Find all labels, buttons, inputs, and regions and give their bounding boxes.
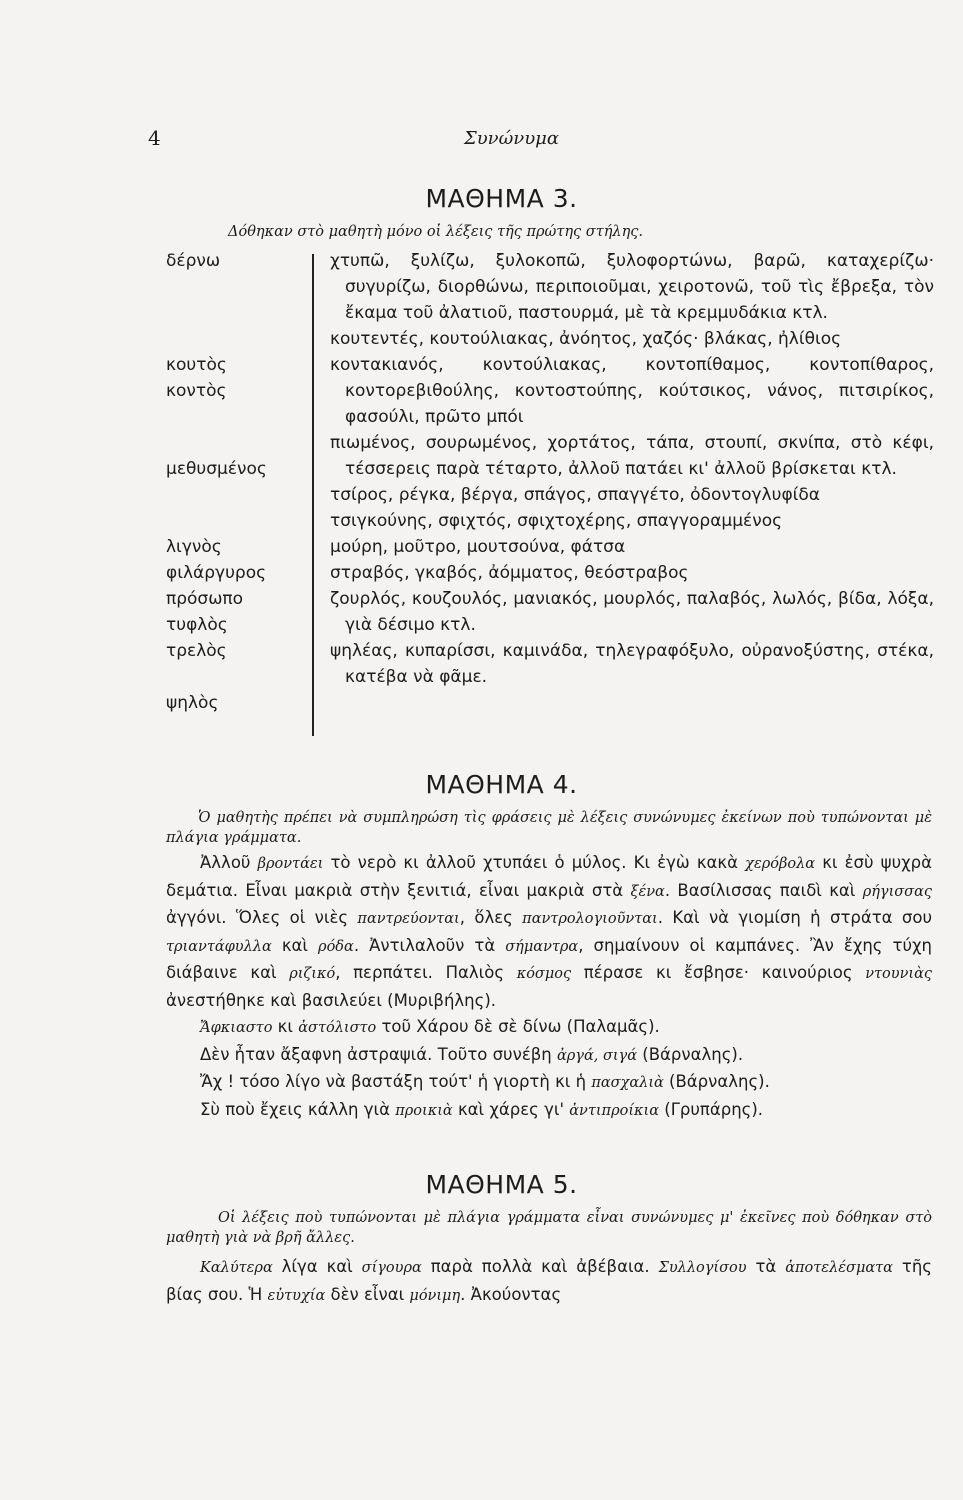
italic-word: ριζικό xyxy=(289,966,336,982)
italic-word: Ἄφκιαστο xyxy=(200,1020,273,1036)
text-run: . Καὶ νὰ γιομίση ἡ στράτα σου xyxy=(657,908,933,927)
synonym-entry: πιωμένος, σουρωμένος, χορτάτος, τάπα, στουπί, σκνίπα, στὸ κέφι, τέσσερεις παρὰ τέταρτο, ἀλλοῦ πατάει κι' ἀλλοῦ βρίσκεται κτλ. xyxy=(330,433,934,479)
headword xyxy=(166,404,267,430)
italic-word: σήμαντρα xyxy=(505,938,579,955)
headword: φιλάργυρος xyxy=(166,563,267,583)
headword: τυφλὸς xyxy=(166,615,228,635)
lesson4-paragraph xyxy=(166,850,932,1014)
text-run: λίγα καὶ xyxy=(272,1257,362,1276)
text-run: Ἀλλοῦ xyxy=(200,853,258,872)
text-run: παρὰ πολλὰ καὶ ἀβέβαια. xyxy=(421,1257,659,1276)
word-column xyxy=(166,248,267,716)
headword xyxy=(166,274,267,300)
text-run: Σὺ ποὺ ἔχεις κάλλη γιὰ xyxy=(200,1099,396,1119)
italic-word: Συλλογίσου xyxy=(658,1260,747,1276)
synonym-entry: στραβός, γκαβός, ἀόμματος, θεόστραβος xyxy=(330,563,689,583)
text-run: κι xyxy=(272,1017,299,1036)
text-run: Ἄχ ! τόσο λίγο νὰ βαστάξη τούτ' ἡ γιορτὴ κι ἡ xyxy=(200,1072,592,1091)
headword: κουτὸς xyxy=(166,355,227,375)
text-run: Δὲν ἦταν ἄξαφνη ἀστραψιά. Τοῦτο συνέβη xyxy=(200,1044,557,1064)
lesson5-title: ΜΑΘΗΜΑ 5. xyxy=(425,1170,578,1199)
headword xyxy=(166,300,267,326)
synonym-entry: κουτεντές, κουτούλιακας, ἀνόητος, χαζός· βλάκας, ἠλίθιος xyxy=(330,329,842,349)
italic-word: Καλύτερα xyxy=(200,1260,273,1276)
text-run: τοῦ Χάρου δὲ σὲ δίνω (Παλαμᾶς). xyxy=(376,1017,660,1036)
text-run: , ὅλες xyxy=(459,908,523,927)
headword xyxy=(166,482,267,508)
text-run: ἀνεστήθηκε καὶ βασιλεύει (Μυριβήλης). xyxy=(166,990,497,1010)
italic-word: ἀντιπροίκια xyxy=(569,1102,660,1119)
headword: πρόσωπο xyxy=(166,589,244,609)
lesson5-instruction: Οἱ λέξεις ποὺ τυπώνονται μὲ πλάγια γράμματα εἶναι συνώνυμες μ' ἐκεῖνες ποὺ δόθηκαν στὸ μαθητὴ γιὰ νὰ βρῆ ἄλλες. xyxy=(166,1210,932,1246)
text-run: (Βάρναλης). xyxy=(637,1044,744,1064)
italic-word: μόνιμη xyxy=(409,1287,461,1304)
headword: δέρνω xyxy=(166,251,221,271)
italic-word: ἀποτελέσματα xyxy=(785,1260,893,1276)
synonym-column xyxy=(330,248,934,690)
text-run: (Γρυπάρης). xyxy=(659,1099,764,1119)
italic-word: σίγουρα xyxy=(361,1260,422,1276)
lesson5-paragraph xyxy=(166,1254,932,1309)
lesson4-title: ΜΑΘΗΜΑ 4. xyxy=(425,770,578,799)
italic-word: τριαντάφυλλα xyxy=(166,938,272,955)
text-run: . Ἀντιλαλοῦν τὰ xyxy=(353,935,506,955)
lesson4-instruction: Ὁ μαθητὴς πρέπει νὰ συμπληρώση τὶς φράσεις μὲ λέξεις συνώνυμες ἐκείνων ποὺ τυπώνονται μὲ πλάγια γράμματα. xyxy=(166,810,932,846)
text-run: τὰ xyxy=(746,1257,786,1276)
text-run: . Ἀκούοντας xyxy=(460,1284,562,1304)
headword: μεθυσμένος xyxy=(166,459,267,479)
synonym-entry: ψηλέας, κυπαρίσσι, καμινάδα, τηλεγραφόξυλο, οὐρανοξύστης, στέκα, κατέβα νὰ φᾶμε. xyxy=(330,641,934,687)
italic-word: κόσμος xyxy=(516,966,572,982)
text-run: (Βάρναλης). xyxy=(663,1072,770,1091)
synonym-entry: χτυπῶ, ξυλίζω, ξυλοκοπῶ, ξυλοφορτώνω, βαρῶ, καταχερίζω· συγυρίζω, διορθώνω, περιποιοῦμαι, χειροτονῶ, τοῦ τὶς ἔβρεξα, τὸν ἔκαμα τοῦ ἀλατιοῦ, παστουρμά, μὲ τὰ κρεμμυδάκια κτλ. xyxy=(330,251,934,323)
text-run: τῆς βίας σου. Ἡ xyxy=(166,1257,932,1304)
italic-word: πασχαλιὰ xyxy=(591,1075,664,1091)
lesson4-example-lines xyxy=(166,1014,932,1124)
text-run: τὸ νερὸ κι ἀλλοῦ χτυπάει ὁ μύλος. Κι ἐγὼ κακὰ xyxy=(323,853,746,872)
text-run: πέρασε κι ἔσβησε· καινούριος xyxy=(571,963,866,982)
headword xyxy=(166,430,267,456)
headword xyxy=(166,664,267,690)
italic-word: χερόβολα xyxy=(745,856,816,872)
italic-word: παντρολογιοῦνται xyxy=(522,911,658,927)
synonym-entry: κοντακιανός, κοντούλιακας, κοντοπίθαμος, κοντοπίθαρος, κοντορεβιθούλης, κοντοστούπης, κούτσικος, νάνος, πιτσιρίκος, φασούλι, πρῶτο μπόι xyxy=(330,355,934,427)
headword: τρελὸς xyxy=(166,641,227,661)
synonym-entry: τσιγκούνης, σφιχτός, σφιχτοχέρης, σπαγγοραμμένος xyxy=(330,511,783,531)
italic-word: ντουνιὰς xyxy=(865,966,932,982)
lesson3-instruction: Δόθηκαν στὸ μαθητὴ μόνο οἱ λέξεις τῆς πρώτης στήλης. xyxy=(228,224,644,240)
example-line xyxy=(166,1097,932,1125)
italic-word: παντρεύονται xyxy=(357,911,460,927)
example-line xyxy=(166,1069,932,1097)
synonym-entry: ζουρλός, κουζουλός, μανιακός, μουρλός, παλαβός, λωλός, βίδα, λόξα, γιὰ δέσιμο κτλ. xyxy=(330,589,934,635)
text-run: , περπάτει. Παλιὸς xyxy=(335,963,517,982)
italic-word: προικιὰ xyxy=(395,1102,453,1119)
italic-word: ρήγισσας xyxy=(862,883,932,900)
example-line xyxy=(166,1014,932,1042)
text-run: ἀγγόνι. Ὅλες οἱ νιὲς xyxy=(166,908,358,927)
text-run: κι ἐσὺ ψυχρὰ δεμάτια. Εἶναι μακριὰ στὴν ξενιτιά, εἶναι μακριὰ στὰ xyxy=(166,853,932,900)
running-head: Συνώνυμα xyxy=(463,128,560,149)
lesson5-text xyxy=(166,1254,932,1309)
headword: λιγνὸς xyxy=(166,537,222,557)
text-run: , σημαίνουν οἱ καμπάνες. Ἂν ἔχης τύχη διάβαινε καὶ xyxy=(166,935,932,982)
headword: ψηλὸς xyxy=(166,693,219,713)
text-run: καὶ χάρες γι' xyxy=(452,1099,570,1119)
text-run: . Βασίλισσας παιδὶ καὶ xyxy=(664,880,863,900)
headword xyxy=(166,326,267,352)
italic-word: ἀστόλιστο xyxy=(298,1020,377,1036)
text-run: δὲν εἶναι xyxy=(325,1284,410,1304)
italic-word: ἀργά, σιγά xyxy=(556,1047,638,1064)
column-divider xyxy=(312,254,314,736)
italic-word: εὐτυχία xyxy=(267,1287,326,1304)
lesson3-title: ΜΑΘΗΜΑ 3. xyxy=(425,184,578,213)
italic-word: ρόδα xyxy=(318,938,354,955)
headword xyxy=(166,508,267,534)
synonym-entry: μούρη, μοῦτρο, μουτσούνα, φάτσα xyxy=(330,537,626,557)
text-run: καὶ xyxy=(271,935,319,955)
lesson4-text xyxy=(166,850,932,1124)
headword: κοντὸς xyxy=(166,381,227,401)
italic-word: βροντάει xyxy=(257,856,324,872)
synonym-entry: τσίρος, ρέγκα, βέργα, σπάγος, σπαγγέτο, ὀδοντογλυφίδα xyxy=(330,485,821,505)
example-line xyxy=(166,1042,932,1070)
italic-word: ξένα xyxy=(630,883,665,900)
page-number: 4 xyxy=(148,126,161,150)
